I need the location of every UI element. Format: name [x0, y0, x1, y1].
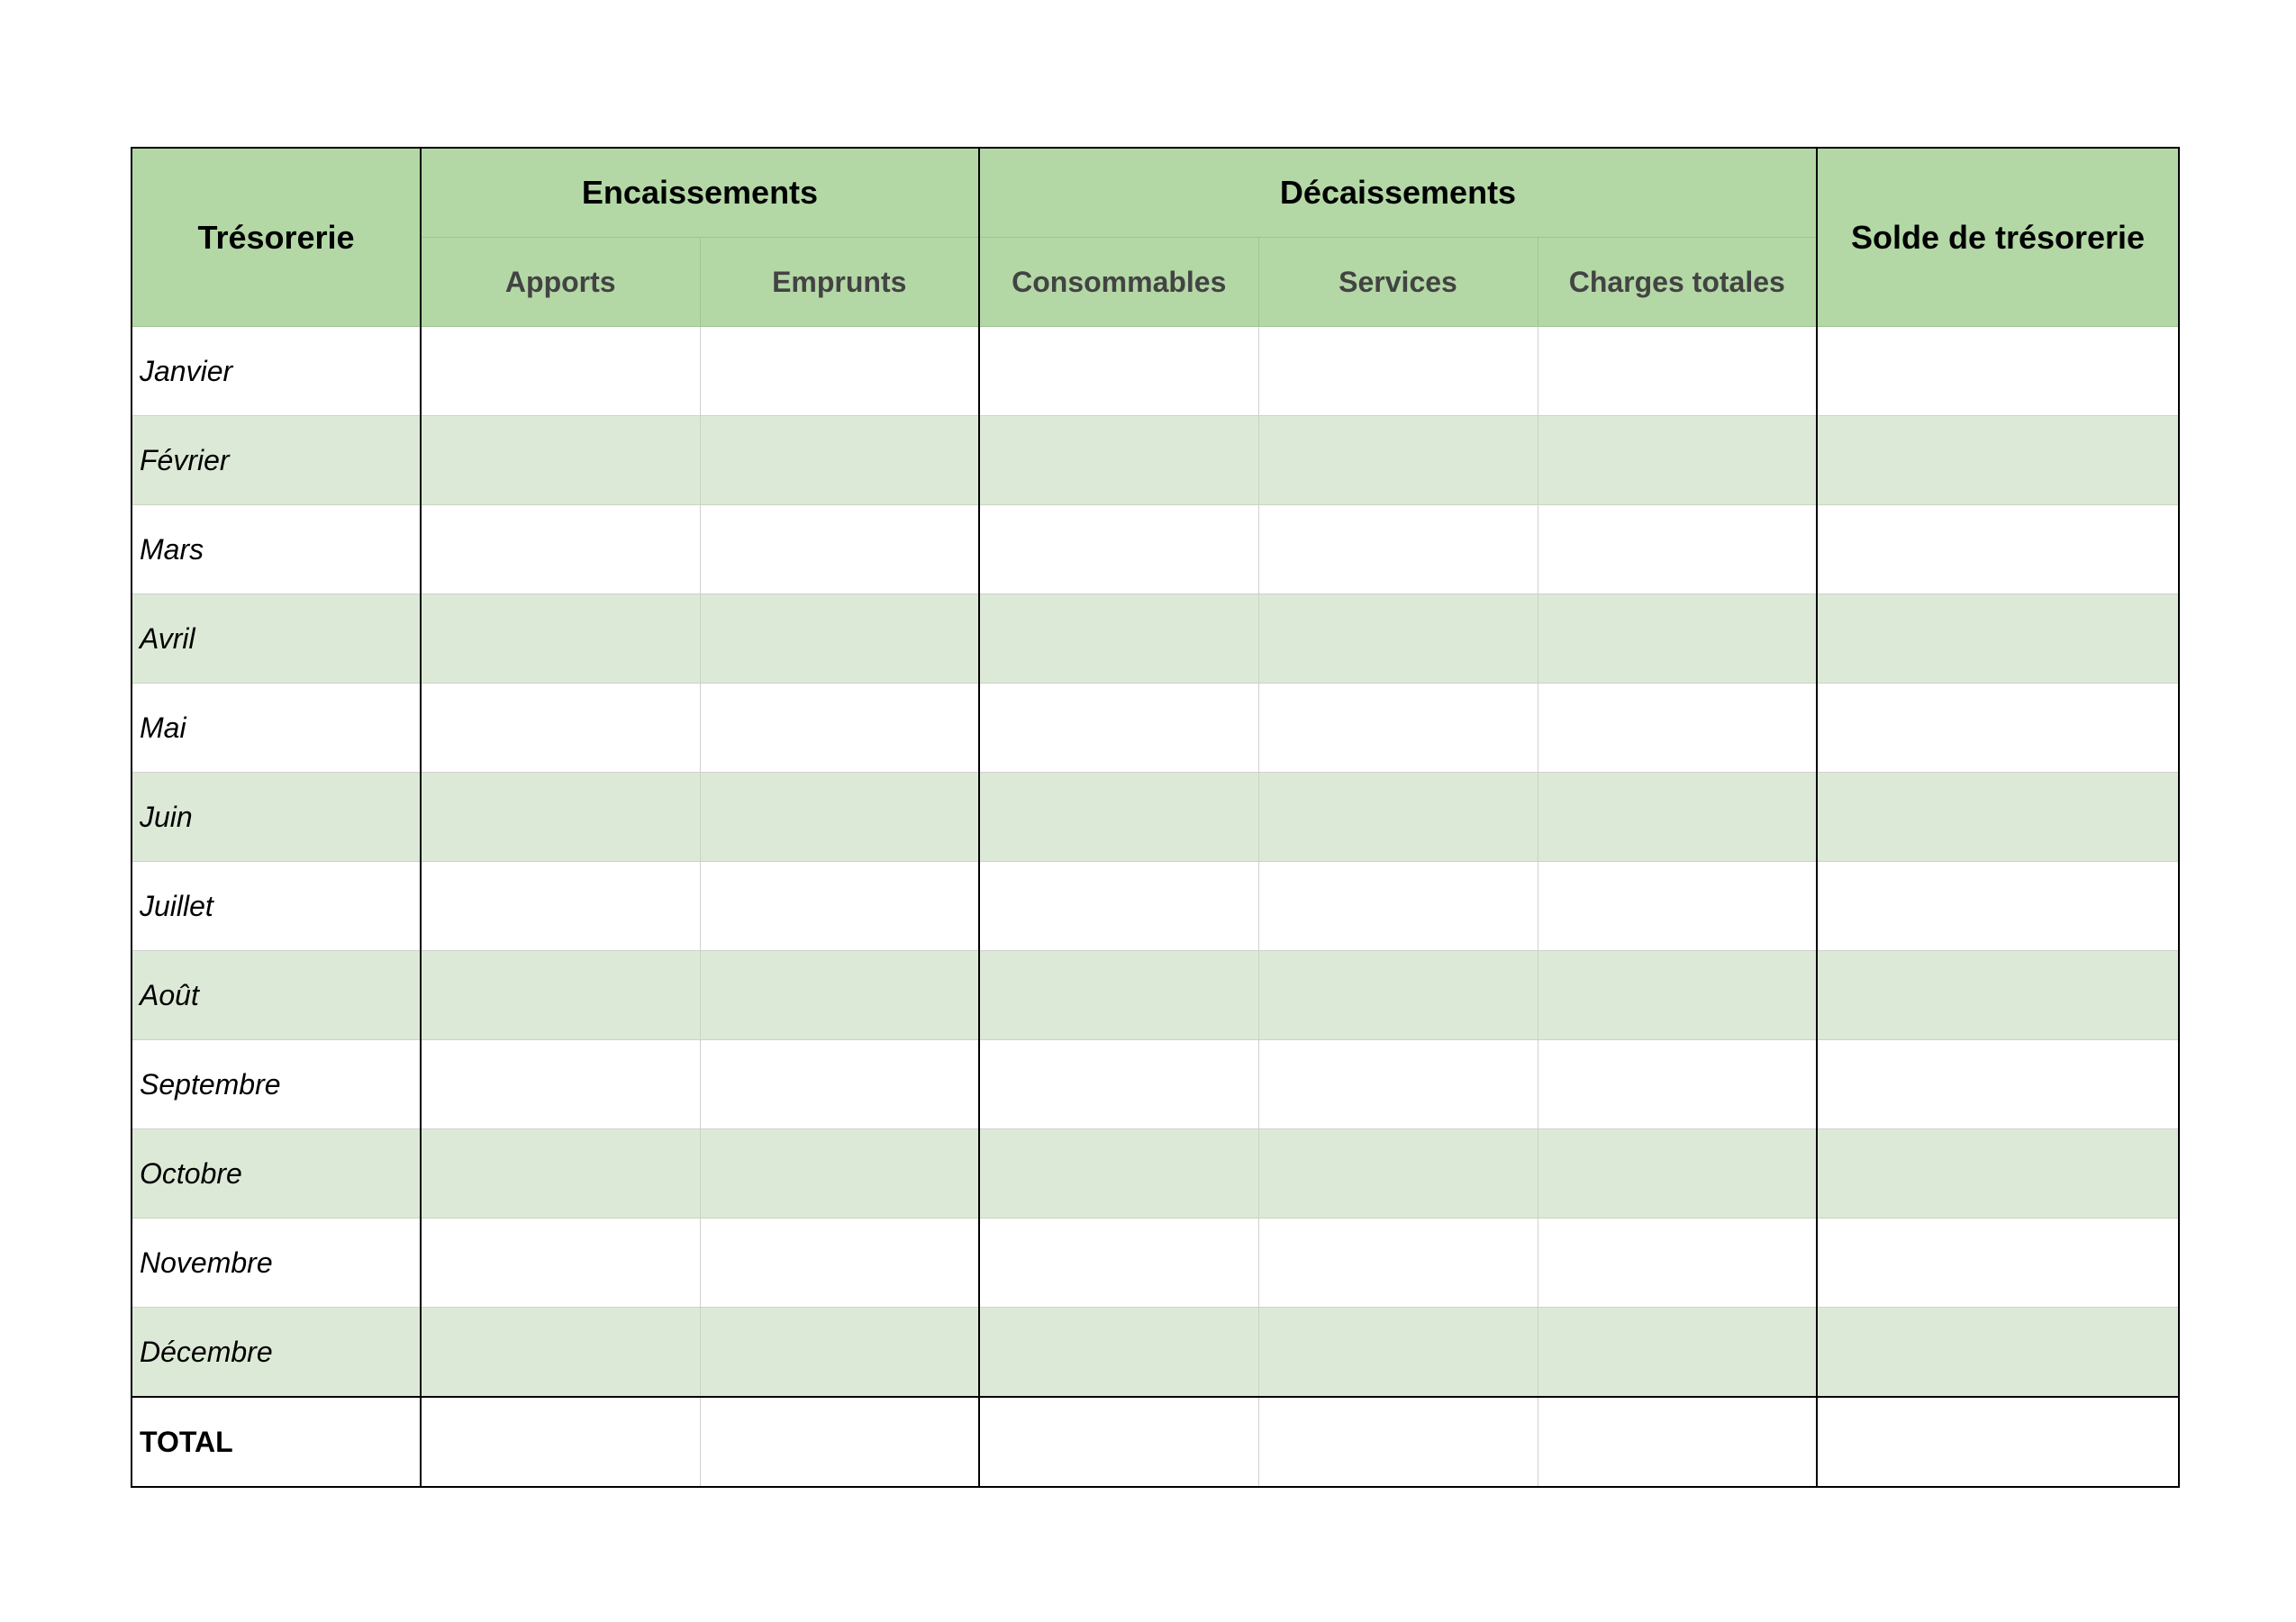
- month-label: Mars: [132, 505, 421, 594]
- cell-emprunts[interactable]: [700, 505, 979, 594]
- cell-emprunts[interactable]: [700, 862, 979, 951]
- total-emprunts[interactable]: [700, 1397, 979, 1487]
- cell-services[interactable]: [1258, 773, 1538, 862]
- month-label: Avril: [132, 594, 421, 684]
- cell-apports[interactable]: [421, 594, 700, 684]
- subheader-services: Services: [1258, 238, 1538, 327]
- cell-charges-totales[interactable]: [1538, 862, 1817, 951]
- cell-consommables[interactable]: [979, 1129, 1258, 1219]
- cell-apports[interactable]: [421, 1129, 700, 1219]
- cell-charges-totales[interactable]: [1538, 1308, 1817, 1398]
- month-label: Octobre: [132, 1129, 421, 1219]
- cell-services[interactable]: [1258, 1040, 1538, 1129]
- cell-services[interactable]: [1258, 594, 1538, 684]
- cell-apports[interactable]: [421, 416, 700, 505]
- cell-emprunts[interactable]: [700, 951, 979, 1040]
- cell-apports[interactable]: [421, 1219, 700, 1308]
- cell-charges-totales[interactable]: [1538, 594, 1817, 684]
- cell-apports[interactable]: [421, 684, 700, 773]
- table-row: [132, 594, 2179, 684]
- month-label: Décembre: [132, 1308, 421, 1398]
- cell-consommables[interactable]: [979, 594, 1258, 684]
- month-label: Juillet: [132, 862, 421, 951]
- cell-services[interactable]: [1258, 862, 1538, 951]
- treasury-table: [131, 147, 2180, 1488]
- cell-solde[interactable]: [1817, 594, 2179, 684]
- total-charges-totales[interactable]: [1538, 1397, 1817, 1487]
- table-row: [132, 1308, 2179, 1398]
- cell-solde[interactable]: [1817, 773, 2179, 862]
- cell-consommables[interactable]: [979, 1219, 1258, 1308]
- total-services[interactable]: [1258, 1397, 1538, 1487]
- cell-solde[interactable]: [1817, 1219, 2179, 1308]
- table-row: [132, 1040, 2179, 1129]
- cell-services[interactable]: [1258, 416, 1538, 505]
- cell-services[interactable]: [1258, 327, 1538, 416]
- cell-charges-totales[interactable]: [1538, 684, 1817, 773]
- cell-emprunts[interactable]: [700, 1219, 979, 1308]
- cell-consommables[interactable]: [979, 1308, 1258, 1398]
- cell-solde[interactable]: [1817, 505, 2179, 594]
- cell-emprunts[interactable]: [700, 1308, 979, 1398]
- subheader-charges-totales: Charges totales: [1538, 238, 1817, 327]
- cell-solde[interactable]: [1817, 951, 2179, 1040]
- cell-solde[interactable]: [1817, 862, 2179, 951]
- header-encaissements: Encaissements: [421, 148, 979, 238]
- total-solde[interactable]: [1817, 1397, 2179, 1487]
- table-row: [132, 505, 2179, 594]
- total-label: TOTAL: [132, 1397, 421, 1487]
- subheader-consommables: Consommables: [979, 238, 1258, 327]
- header-solde: Solde de trésorerie: [1817, 148, 2179, 327]
- header-decaissements: Décaissements: [979, 148, 1817, 238]
- cell-apports[interactable]: [421, 773, 700, 862]
- table-row: [132, 1219, 2179, 1308]
- cell-solde[interactable]: [1817, 684, 2179, 773]
- cell-solde[interactable]: [1817, 1040, 2179, 1129]
- month-label: Juin: [132, 773, 421, 862]
- cell-emprunts[interactable]: [700, 684, 979, 773]
- table-row: [132, 327, 2179, 416]
- cell-apports[interactable]: [421, 1040, 700, 1129]
- table-row: [132, 951, 2179, 1040]
- cell-emprunts[interactable]: [700, 1040, 979, 1129]
- cell-charges-totales[interactable]: [1538, 505, 1817, 594]
- table-row: [132, 862, 2179, 951]
- cell-charges-totales[interactable]: [1538, 951, 1817, 1040]
- subheader-apports: Apports: [421, 238, 700, 327]
- cell-charges-totales[interactable]: [1538, 327, 1817, 416]
- cell-solde[interactable]: [1817, 1308, 2179, 1398]
- cell-charges-totales[interactable]: [1538, 1129, 1817, 1219]
- cell-services[interactable]: [1258, 1129, 1538, 1219]
- total-row: [132, 1397, 2179, 1487]
- cell-emprunts[interactable]: [700, 773, 979, 862]
- cell-consommables[interactable]: [979, 1040, 1258, 1129]
- cell-charges-totales[interactable]: [1538, 1219, 1817, 1308]
- table-body: [132, 327, 2179, 1488]
- cell-emprunts[interactable]: [700, 594, 979, 684]
- cell-solde[interactable]: [1817, 1129, 2179, 1219]
- cell-apports[interactable]: [421, 327, 700, 416]
- total-apports[interactable]: [421, 1397, 700, 1487]
- cell-consommables[interactable]: [979, 951, 1258, 1040]
- table-row: [132, 684, 2179, 773]
- cell-services[interactable]: [1258, 1219, 1538, 1308]
- cell-emprunts[interactable]: [700, 327, 979, 416]
- cell-apports[interactable]: [421, 505, 700, 594]
- cell-consommables[interactable]: [979, 684, 1258, 773]
- month-label: Février: [132, 416, 421, 505]
- cell-services[interactable]: [1258, 684, 1538, 773]
- table-row: [132, 1129, 2179, 1219]
- cell-apports[interactable]: [421, 862, 700, 951]
- cell-services[interactable]: [1258, 1308, 1538, 1398]
- cell-services[interactable]: [1258, 951, 1538, 1040]
- month-label: Septembre: [132, 1040, 421, 1129]
- cell-consommables[interactable]: [979, 773, 1258, 862]
- cell-consommables[interactable]: [979, 505, 1258, 594]
- cell-consommables[interactable]: [979, 862, 1258, 951]
- cell-consommables[interactable]: [979, 327, 1258, 416]
- cell-consommables[interactable]: [979, 416, 1258, 505]
- cell-emprunts[interactable]: [700, 416, 979, 505]
- header-tresorerie: Trésorerie: [132, 148, 421, 327]
- table-row: [132, 773, 2179, 862]
- cell-solde[interactable]: [1817, 416, 2179, 505]
- month-label: Mai: [132, 684, 421, 773]
- cell-charges-totales[interactable]: [1538, 773, 1817, 862]
- month-label: Août: [132, 951, 421, 1040]
- total-consommables[interactable]: [979, 1397, 1258, 1487]
- subheader-emprunts: Emprunts: [700, 238, 979, 327]
- cell-charges-totales[interactable]: [1538, 416, 1817, 505]
- table-row: [132, 416, 2179, 505]
- cell-emprunts[interactable]: [700, 1129, 979, 1219]
- cell-apports[interactable]: [421, 951, 700, 1040]
- month-label: Janvier: [132, 327, 421, 416]
- cell-charges-totales[interactable]: [1538, 1040, 1817, 1129]
- cell-solde[interactable]: [1817, 327, 2179, 416]
- cell-services[interactable]: [1258, 505, 1538, 594]
- month-label: Novembre: [132, 1219, 421, 1308]
- cell-apports[interactable]: [421, 1308, 700, 1398]
